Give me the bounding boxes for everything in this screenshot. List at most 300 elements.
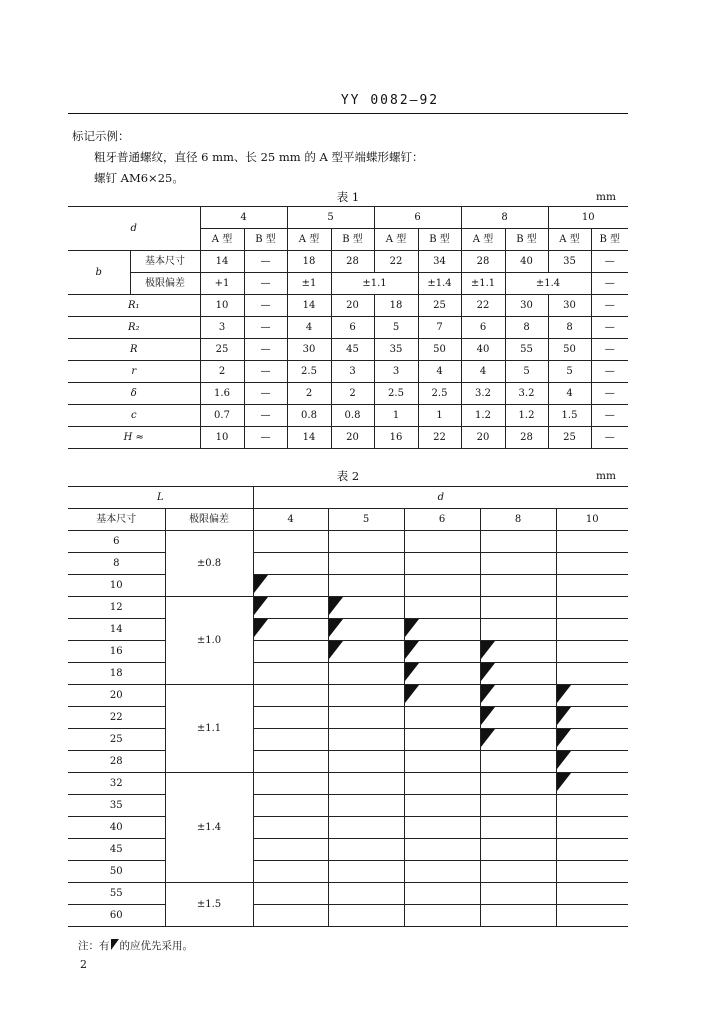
table2-row [68,619,628,641]
preference-cell [328,707,404,729]
value-cell: ±1.4 [505,273,591,295]
value-cell: ±1.4 [418,273,461,295]
preference-cell [253,729,328,751]
preference-cell [404,531,480,553]
diameter-header-4: 4 [253,509,328,531]
preference-cell [404,773,480,795]
preference-cell [404,641,480,663]
value-cell: 20 [331,427,374,449]
preference-cell [556,751,628,773]
row-label: R [68,339,200,361]
type-b-header: B 型 [331,229,374,251]
L-header-cell: L [68,487,253,509]
preference-cell [480,883,556,905]
table2-caption: 表 2 [336,469,360,483]
preference-cell [253,751,328,773]
preferred-mark-icon [557,729,571,747]
page-number: 2 [80,958,87,971]
diameter-header-8: 8 [480,509,556,531]
value-cell: 4 [287,317,331,339]
length-cell: 40 [68,817,165,839]
preference-cell [556,531,628,553]
length-cell: 60 [68,905,165,927]
value-cell: ±1 [287,273,331,295]
value-cell: 35 [548,251,591,273]
length-cell: 12 [68,597,165,619]
header-rule [68,113,628,114]
preferred-mark-icon [481,663,495,681]
footnote [78,938,193,953]
value-cell: 34 [418,251,461,273]
example-line-1: 粗牙普通螺纹，直径 6 mm、长 25 mm 的 A 型平端蝶形螺钉： [94,150,424,164]
row-label: δ [68,383,200,405]
preference-cell [328,751,404,773]
preference-cell [253,883,328,905]
preference-cell [480,839,556,861]
table1-row [68,427,628,449]
table2-row [68,575,628,597]
table2-row [68,685,628,707]
d-header-cell: d [253,487,628,509]
value-cell: 14 [287,295,331,317]
value-cell: 0.7 [200,405,244,427]
table2-row [68,641,628,663]
preference-cell [253,773,328,795]
preference-cell [480,905,556,927]
value-cell: — [591,295,628,317]
preference-cell [404,795,480,817]
preference-cell [404,685,480,707]
value-cell: — [244,273,287,295]
value-cell: 0.8 [287,405,331,427]
length-cell: 55 [68,883,165,905]
preference-cell [328,795,404,817]
value-cell: 14 [200,251,244,273]
value-cell: 1.2 [505,405,548,427]
basic-size-header: 基本尺寸 [68,509,165,531]
table2-row [68,905,628,927]
preference-cell [556,641,628,663]
value-cell: — [244,361,287,383]
preference-cell [404,663,480,685]
preference-cell [404,597,480,619]
preference-cell [253,839,328,861]
preferred-mark-icon [405,663,419,681]
value-cell: 1.2 [461,405,505,427]
value-cell: 5 [505,361,548,383]
value-cell: 8 [548,317,591,339]
value-cell: 4 [548,383,591,405]
value-cell: 1.5 [548,405,591,427]
length-cell: 50 [68,861,165,883]
value-cell: — [244,383,287,405]
row-label: c [68,405,200,427]
value-cell: 18 [287,251,331,273]
tolerance-cell: ±1.4 [165,773,253,883]
preference-cell [480,553,556,575]
diameter-header-6: 6 [404,509,480,531]
preference-cell [556,553,628,575]
value-cell: 2 [287,383,331,405]
length-cell: 35 [68,795,165,817]
preferred-mark-icon [557,685,571,703]
preference-cell [556,905,628,927]
preference-cell [404,861,480,883]
table1-row [68,317,628,339]
preference-cell [253,905,328,927]
diameter-header-5: 5 [328,509,404,531]
tolerance-cell: ±0.8 [165,531,253,597]
table2-row [68,663,628,685]
preferred-mark-icon [557,773,571,791]
row-label: r [68,361,200,383]
preference-cell [480,663,556,685]
preferred-mark-icon [481,685,495,703]
diameter-header-6: 6 [374,207,461,229]
preference-cell [480,861,556,883]
value-cell: — [591,273,628,295]
value-cell: — [591,427,628,449]
value-cell: 20 [461,427,505,449]
value-cell: 10 [200,295,244,317]
diameter-header-5: 5 [287,207,374,229]
preference-cell [556,795,628,817]
value-cell: — [591,361,628,383]
type-a-header: A 型 [548,229,591,251]
preferred-mark-icon [111,939,119,950]
value-cell: 28 [505,427,548,449]
value-cell: 6 [461,317,505,339]
table2-row [68,773,628,795]
type-a-header: A 型 [200,229,244,251]
preference-cell [556,883,628,905]
length-cell: 45 [68,839,165,861]
value-cell: +1 [200,273,244,295]
table1-row [68,361,628,383]
preference-cell [404,905,480,927]
value-cell: 50 [418,339,461,361]
length-cell: 25 [68,729,165,751]
preference-cell [556,729,628,751]
value-cell: 28 [461,251,505,273]
value-cell: 2.5 [374,383,418,405]
preference-cell [253,597,328,619]
table2-row [68,795,628,817]
footnote-prefix: 注：有 [78,940,110,952]
preference-cell [556,685,628,707]
tolerance-cell: ±1.5 [165,883,253,927]
value-cell: 20 [331,295,374,317]
preference-cell [556,861,628,883]
preference-cell [253,575,328,597]
table2-header-sub [68,509,628,531]
row-label: 基本尺寸 [130,251,200,273]
table1-caption: 表 1 [336,190,360,204]
value-cell: 3.2 [505,383,548,405]
value-cell: 4 [461,361,505,383]
length-cell: 16 [68,641,165,663]
value-cell: 2.5 [418,383,461,405]
value-cell: 5 [548,361,591,383]
preference-cell [328,883,404,905]
preference-cell [328,773,404,795]
value-cell: — [591,339,628,361]
preference-cell [556,575,628,597]
preference-cell [253,817,328,839]
diameter-header-10: 10 [548,207,628,229]
preferred-mark-icon [254,575,268,593]
preferred-mark-icon [405,685,419,703]
value-cell: — [244,339,287,361]
value-cell: 7 [418,317,461,339]
footnote-suffix: 的应优先采用。 [119,940,193,952]
table2-row [68,553,628,575]
preference-cell [253,619,328,641]
table1-row [68,383,628,405]
table2-row [68,817,628,839]
value-cell: 3 [200,317,244,339]
table1-row [68,339,628,361]
table2-row [68,729,628,751]
preferred-mark-icon [329,597,343,615]
length-cell: 6 [68,531,165,553]
preferred-mark-icon [329,641,343,659]
length-cell: 28 [68,751,165,773]
dimension-table [68,206,628,449]
preference-cell [480,795,556,817]
preferred-mark-icon [557,707,571,725]
preference-cell [328,641,404,663]
preference-cell [556,839,628,861]
table2-row [68,707,628,729]
value-cell: 2 [200,361,244,383]
preference-cell [253,641,328,663]
row-label: 极限偏差 [130,273,200,295]
preference-cell [328,553,404,575]
value-cell: 25 [548,427,591,449]
value-cell: 22 [374,251,418,273]
b-label-cell: b [68,251,130,295]
table2-header-top [68,487,628,509]
type-b-header: B 型 [418,229,461,251]
table1-row [68,405,628,427]
value-cell: 18 [374,295,418,317]
preference-cell [480,729,556,751]
value-cell: 45 [331,339,374,361]
preferred-mark-icon [557,751,571,769]
value-cell: 14 [287,427,331,449]
preferred-mark-icon [405,641,419,659]
value-cell: ±1.1 [331,273,418,295]
preference-cell [480,597,556,619]
value-cell: 8 [505,317,548,339]
value-cell: 1 [374,405,418,427]
row-label: R₂ [68,317,200,339]
preference-cell [480,575,556,597]
length-table [68,486,628,927]
preference-cell [328,685,404,707]
preference-cell [480,641,556,663]
diameter-header-4: 4 [200,207,287,229]
table1-unit: mm [596,191,616,203]
value-cell: — [244,317,287,339]
length-cell: 20 [68,685,165,707]
preference-cell [404,729,480,751]
value-cell: — [591,383,628,405]
diameter-header-10: 10 [556,509,628,531]
diameter-header-8: 8 [461,207,548,229]
preference-cell [253,707,328,729]
tolerance-cell: ±1.1 [165,685,253,773]
preference-cell [480,619,556,641]
tolerance-header: 极限偏差 [165,509,253,531]
preference-cell [253,795,328,817]
value-cell: — [244,295,287,317]
value-cell: 28 [331,251,374,273]
preferred-mark-icon [329,619,343,637]
preference-cell [253,685,328,707]
value-cell: 3.2 [461,383,505,405]
value-cell: 50 [548,339,591,361]
preference-cell [404,575,480,597]
preference-cell [480,773,556,795]
table2-row [68,861,628,883]
standard-number: YY 0082—92 [340,93,440,108]
length-cell: 18 [68,663,165,685]
table1-row [68,295,628,317]
preference-cell [556,619,628,641]
preference-cell [328,531,404,553]
value-cell: 40 [461,339,505,361]
d-header-cell: d [68,207,200,251]
value-cell: 3 [374,361,418,383]
preference-cell [328,861,404,883]
value-cell: — [591,405,628,427]
preference-cell [404,707,480,729]
length-cell: 10 [68,575,165,597]
length-cell: 8 [68,553,165,575]
preference-cell [404,817,480,839]
preference-cell [404,839,480,861]
value-cell: — [591,251,628,273]
preferred-mark-icon [481,707,495,725]
table2-row [68,839,628,861]
table2-row [68,597,628,619]
value-cell: 0.8 [331,405,374,427]
value-cell: 55 [505,339,548,361]
length-cell: 32 [68,773,165,795]
preference-cell [480,751,556,773]
value-cell: ±1.1 [461,273,505,295]
table2-unit: mm [596,470,616,482]
preference-cell [328,817,404,839]
value-cell: 2 [331,383,374,405]
preference-cell [556,663,628,685]
preference-cell [404,751,480,773]
preference-cell [480,685,556,707]
table1-header-diameters [68,207,628,229]
type-a-header: A 型 [461,229,505,251]
preference-cell [556,597,628,619]
preference-cell [480,531,556,553]
value-cell: — [591,317,628,339]
value-cell: 30 [287,339,331,361]
preferred-mark-icon [405,619,419,637]
preference-cell [328,729,404,751]
type-a-header: A 型 [287,229,331,251]
value-cell: 1 [418,405,461,427]
preference-cell [404,553,480,575]
tolerance-cell: ±1.0 [165,597,253,685]
table2-row [68,531,628,553]
value-cell: 25 [200,339,244,361]
value-cell: — [244,251,287,273]
row-label: H ≈ [68,427,200,449]
value-cell: 6 [331,317,374,339]
preference-cell [253,861,328,883]
value-cell: 10 [200,427,244,449]
value-cell: 1.6 [200,383,244,405]
value-cell: 30 [505,295,548,317]
preference-cell [328,905,404,927]
preferred-mark-icon [481,729,495,747]
value-cell: 5 [374,317,418,339]
length-cell: 22 [68,707,165,729]
type-b-header: B 型 [244,229,287,251]
value-cell: — [244,405,287,427]
preferred-mark-icon [254,597,268,615]
preference-cell [328,597,404,619]
preference-cell [328,575,404,597]
value-cell: — [244,427,287,449]
length-cell: 14 [68,619,165,641]
value-cell: 40 [505,251,548,273]
row-label: R₁ [68,295,200,317]
value-cell: 16 [374,427,418,449]
preferred-mark-icon [481,641,495,659]
type-a-header: A 型 [374,229,418,251]
preference-cell [253,531,328,553]
value-cell: 22 [461,295,505,317]
value-cell: 2.5 [287,361,331,383]
table1-row [68,251,628,273]
preference-cell [404,883,480,905]
table1-row [68,273,628,295]
preference-cell [480,817,556,839]
preference-cell [556,707,628,729]
table2-row [68,751,628,773]
preference-cell [404,619,480,641]
table2-row [68,883,628,905]
type-b-header: B 型 [591,229,628,251]
value-cell: 22 [418,427,461,449]
value-cell: 3 [331,361,374,383]
preference-cell [556,773,628,795]
value-cell: 30 [548,295,591,317]
value-cell: 35 [374,339,418,361]
preference-cell [328,839,404,861]
preference-cell [253,663,328,685]
preference-cell [253,553,328,575]
value-cell: 4 [418,361,461,383]
example-line-2: 螺钉 AM6×25。 [94,171,184,185]
preference-cell [556,817,628,839]
preference-cell [328,619,404,641]
type-b-header: B 型 [505,229,548,251]
value-cell: 25 [418,295,461,317]
example-heading: 标记示例： [72,129,130,143]
preferred-mark-icon [254,619,268,637]
